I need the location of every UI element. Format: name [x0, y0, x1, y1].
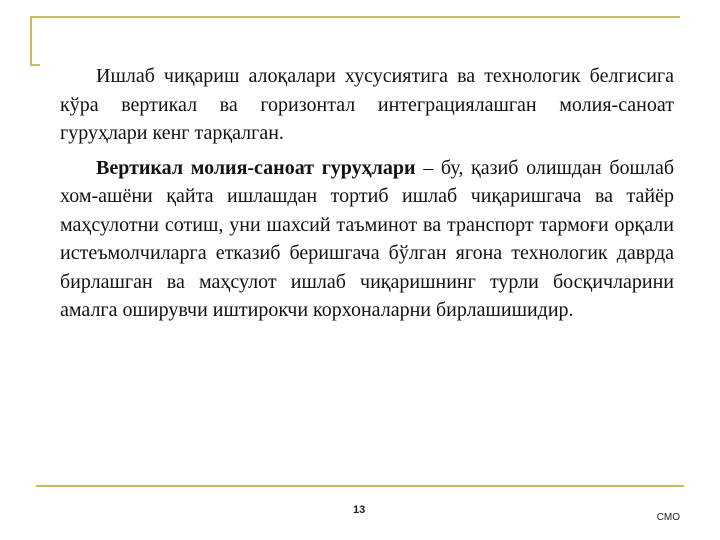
- paragraph-integration-types: Ишлаб чиқариш алоқалари хусусиятига ва технологик белгисига кўра вертикал ва горизонтал интеграциялашган молия-саноат гуруҳлари кенг тарқалган.: [60, 65, 674, 144]
- frame-left-border: [30, 16, 32, 66]
- paragraph-vertical-groups: [60, 154, 674, 325]
- frame-top-border: [30, 16, 680, 18]
- slide-body: [60, 62, 674, 331]
- footer-mark: СМО: [656, 512, 680, 523]
- definition-vertical-groups: – бу, қазиб олишдан бошлаб хом-ашёни қайта ишлашдан тортиб ишлаб чиқаришгача ва тайёр маҳсулотни сотиш, уни шахсий таъминот ва транспорт тармоғи орқали истеъмолчиларга етказиб беришгача бўлган ягона технологик даврда бирлашган ва маҳсулот ишлаб чиқаришнинг турли босқичларини амалга оширувчи иштирокчи корхоналарни бирлашишидир.: [60, 156, 674, 321]
- page-number: 13: [353, 504, 366, 516]
- frame-corner-tick: [30, 64, 40, 66]
- term-vertical-groups: Вертикал молия-саноат гуруҳлари: [96, 156, 416, 179]
- footer-divider: [36, 485, 684, 487]
